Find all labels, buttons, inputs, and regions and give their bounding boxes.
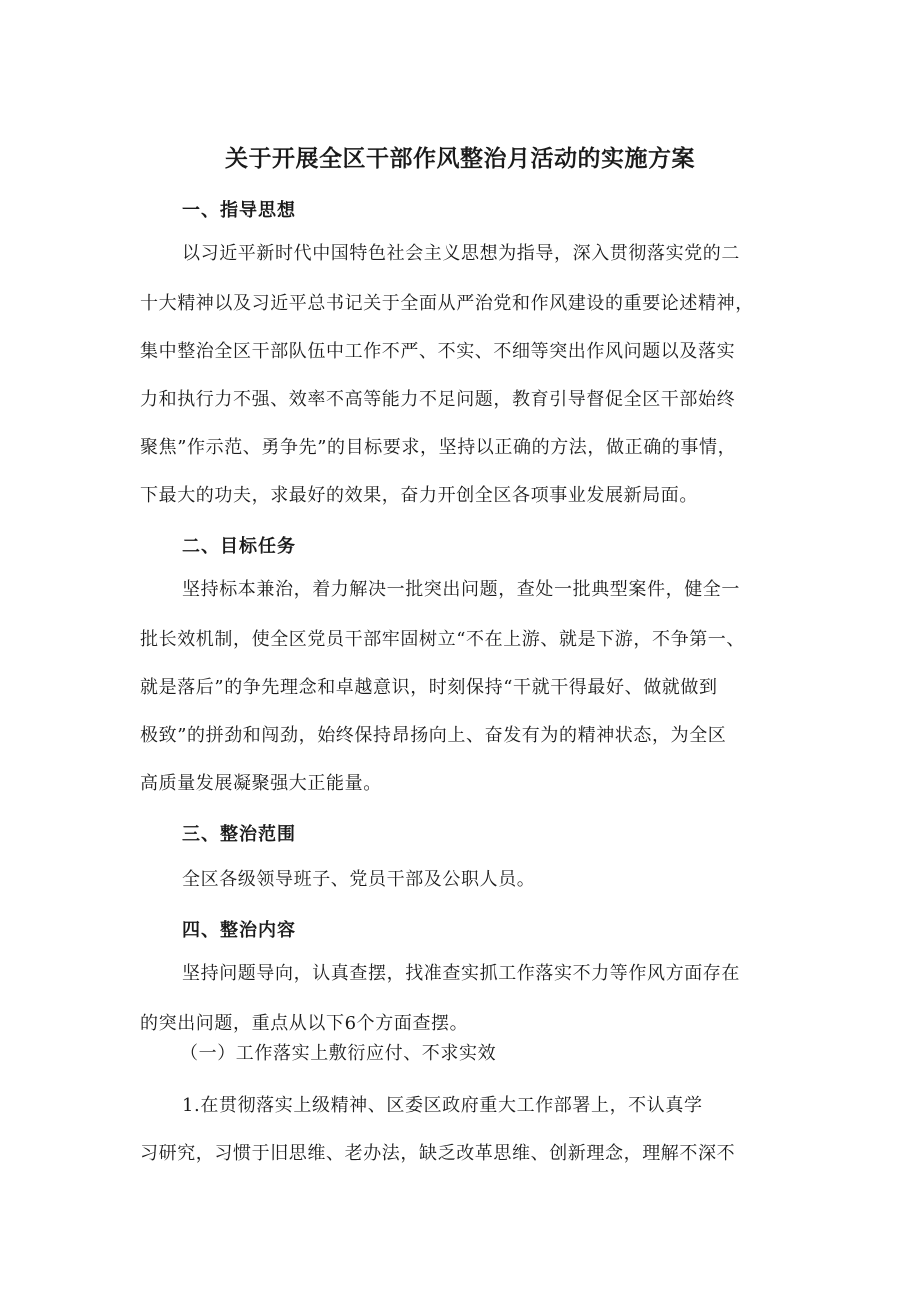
- paragraph-line: 坚持问题导向，认真查摆，找准查实抓工作落实不力等作风方面存在: [182, 963, 740, 984]
- paragraph-line: 全区各级领导班子、党员干部及公职人员。: [182, 869, 536, 890]
- paragraph-line: 坚持标本兼治，着力解决一批突出问题，查处一批典型案件，健全一: [182, 579, 740, 600]
- paragraph-line: 就是落后”的争先理念和卓越意识，时刻保持“干就干得最好、做就做到: [140, 677, 718, 698]
- paragraph-line: 以习近平新时代中国特色社会主义思想为指导，深入贯彻落实党的二: [182, 243, 740, 264]
- list-item-line: 习研究，习惯于旧思维、老办法，缺乏改革思维、创新理念，理解不深不: [140, 1143, 736, 1164]
- section-heading-scope: 三、整治范围: [182, 824, 296, 845]
- paragraph-line: 集中整治全区干部队伍中工作不严、不实、不细等突出作风问题以及落实: [140, 341, 736, 362]
- paragraph-line: 极致”的拼劲和闯劲，始终保持昂扬向上、奋发有为的精神状态，为全区: [140, 725, 727, 746]
- paragraph-line: 下最大的功夫，求最好的效果，奋力开创全区各项事业发展新局面。: [140, 485, 698, 506]
- paragraph-line: 的突出问题，重点从以下6个方面查摆。: [140, 1013, 469, 1034]
- paragraph-line: 聚焦”作示范、勇争先”的目标要求，坚持以正确的方法，做正确的事情，: [140, 437, 737, 458]
- section-heading-guiding-thought: 一、指导思想: [182, 200, 296, 221]
- section-heading-goals: 二、目标任务: [182, 536, 296, 557]
- paragraph-line: 批长效机制，使全区党员干部牢固树立“不在上游、就是下游，不争第一、: [140, 629, 745, 650]
- paragraph-line: 高质量发展凝聚强大正能量。: [140, 773, 382, 794]
- paragraph-line: 十大精神以及习近平总书记关于全面从严治党和作风建设的重要论述精神，: [140, 293, 754, 314]
- list-item-line: 1.在贯彻落实上级精神、区委区政府重大工作部署上，不认真学: [182, 1095, 703, 1116]
- document-title: 关于开展全区干部作风整治月活动的实施方案: [225, 146, 695, 172]
- section-heading-content: 四、整治内容: [182, 920, 296, 941]
- subsection-heading: （一）工作落实上敷衍应付、不求实效: [180, 1043, 497, 1064]
- paragraph-line: 力和执行力不强、效率不高等能力不足问题，教育引导督促全区干部始终: [140, 389, 736, 410]
